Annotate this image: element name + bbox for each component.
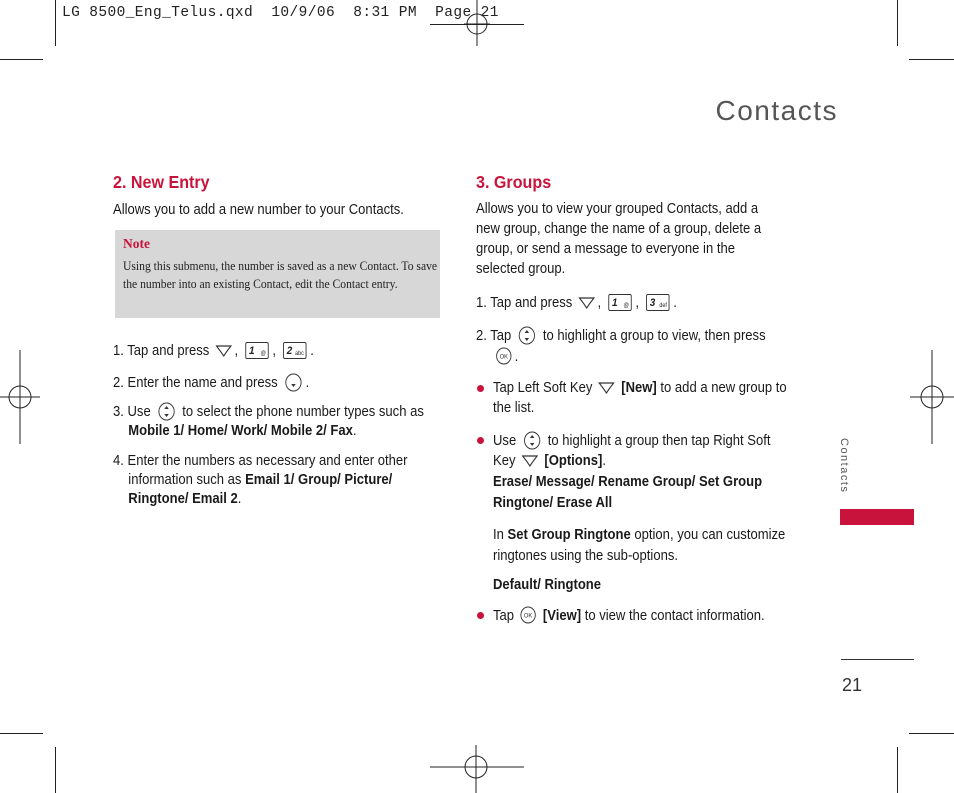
svg-text:OK: OK [499, 353, 509, 361]
nav-key-up-down-icon [523, 431, 540, 450]
bullet-icon [477, 437, 484, 444]
registration-mark-icon [910, 350, 954, 444]
soft-key-icon [579, 296, 595, 310]
crop-mark [909, 733, 954, 734]
crop-mark [897, 747, 898, 793]
new-entry-step-2: 2. Enter the name and press . [113, 375, 310, 391]
side-section-label: Contacts [838, 438, 850, 494]
groups-heading: 3. Groups [476, 172, 552, 192]
nav-key-up-down-icon [158, 402, 175, 421]
groups-intro-line: new group, change the name of a group, delete a [476, 221, 762, 237]
groups-ringtone-text-line2: ringtones using the sub-options. [493, 548, 679, 564]
crop-mark [897, 0, 898, 46]
note-title: Note [123, 236, 150, 251]
new-entry-step-1: 1. Tap and press , 1 @ , 2 abc . [113, 343, 314, 359]
new-entry-step-4-line3: Ringtone/ Email 2. [128, 491, 242, 507]
groups-bullet-view: Tap OK [View] to view the contact information. [493, 608, 765, 624]
groups-bullet-options-line2: Key [Options]. [493, 453, 606, 469]
groups-ringtone-suboptions: Default/ Ringtone [493, 577, 602, 593]
groups-options-list: Erase/ Message/ Rename Group/ Set Group [493, 474, 763, 490]
soft-key-right-icon [522, 454, 538, 468]
crop-mark [909, 59, 954, 60]
key-1-icon: 1 @ [608, 294, 631, 311]
bullet-icon [477, 612, 484, 619]
page-title: Contacts [715, 95, 838, 126]
groups-bullet-options: Use to highlight a group then tap Right Soft [493, 433, 771, 449]
groups-intro-line: selected group. [476, 261, 566, 277]
new-entry-heading: 2. New Entry [113, 172, 210, 192]
svg-text:OK: OK [524, 612, 533, 620]
groups-step-2: 2. Tap to highlight a group to view, then press [476, 328, 766, 344]
registration-mark-icon [0, 350, 40, 444]
ok-key-icon [496, 347, 512, 365]
section-tab-marker [840, 509, 914, 525]
groups-ringtone-text: In Set Group Ringtone option, you can customize [493, 527, 786, 543]
groups-intro-line: group, or send a message to everyone in the [476, 241, 735, 257]
print-slug: LG 8500_Eng_Telus.qxd 10/9/06 8:31 PM Page 21 [62, 5, 499, 21]
crop-mark [0, 59, 43, 60]
new-entry-step-3: 3. Use to select the phone number types such as [113, 404, 424, 420]
page-number: 21 [842, 675, 863, 695]
groups-step-1: 1. Tap and press , 1 @ , 3 def . [476, 295, 677, 311]
groups-bullet-new: Tap Left Soft Key [New] to add a new group to [493, 380, 787, 396]
new-entry-step-3-options: Mobile 1/ Home/ Work/ Mobile 2/ Fax. [128, 423, 357, 439]
groups-bullet-new-line2: the list. [493, 400, 535, 416]
bullet-icon [477, 385, 484, 392]
nav-key-down-icon [285, 373, 302, 392]
crop-mark [55, 0, 56, 46]
registration-mark-icon [430, 745, 524, 793]
new-entry-step-4-line2: information such as Email 1/ Group/ Picture/ [128, 472, 393, 488]
groups-step-2-ok: OK . [493, 347, 518, 368]
nav-key-up-down-icon [519, 326, 536, 345]
note-box [115, 230, 440, 318]
page-number-rule [841, 659, 914, 660]
soft-key-icon [599, 381, 615, 395]
note-text: Using this submenu, the number is saved as a new Contact. To save the number into an existing Contact, edit the Contact entry. [123, 259, 438, 291]
new-entry-step-4: 4. Enter the numbers as necessary and enter other [113, 453, 408, 469]
key-3-icon: 3 def [646, 294, 669, 311]
crop-mark [0, 733, 43, 734]
ok-key-icon [520, 606, 536, 624]
soft-key-icon [216, 344, 232, 358]
key-2-icon: 2 abc [283, 342, 306, 359]
crop-mark [55, 747, 56, 793]
key-1-icon: 1 @ [245, 342, 268, 359]
new-entry-intro: Allows you to add a new number to your Contacts. [113, 202, 404, 218]
groups-intro-line: Allows you to view your grouped Contacts, add a [476, 201, 759, 217]
groups-options-list-line2: Ringtone/ Erase All [493, 495, 613, 511]
